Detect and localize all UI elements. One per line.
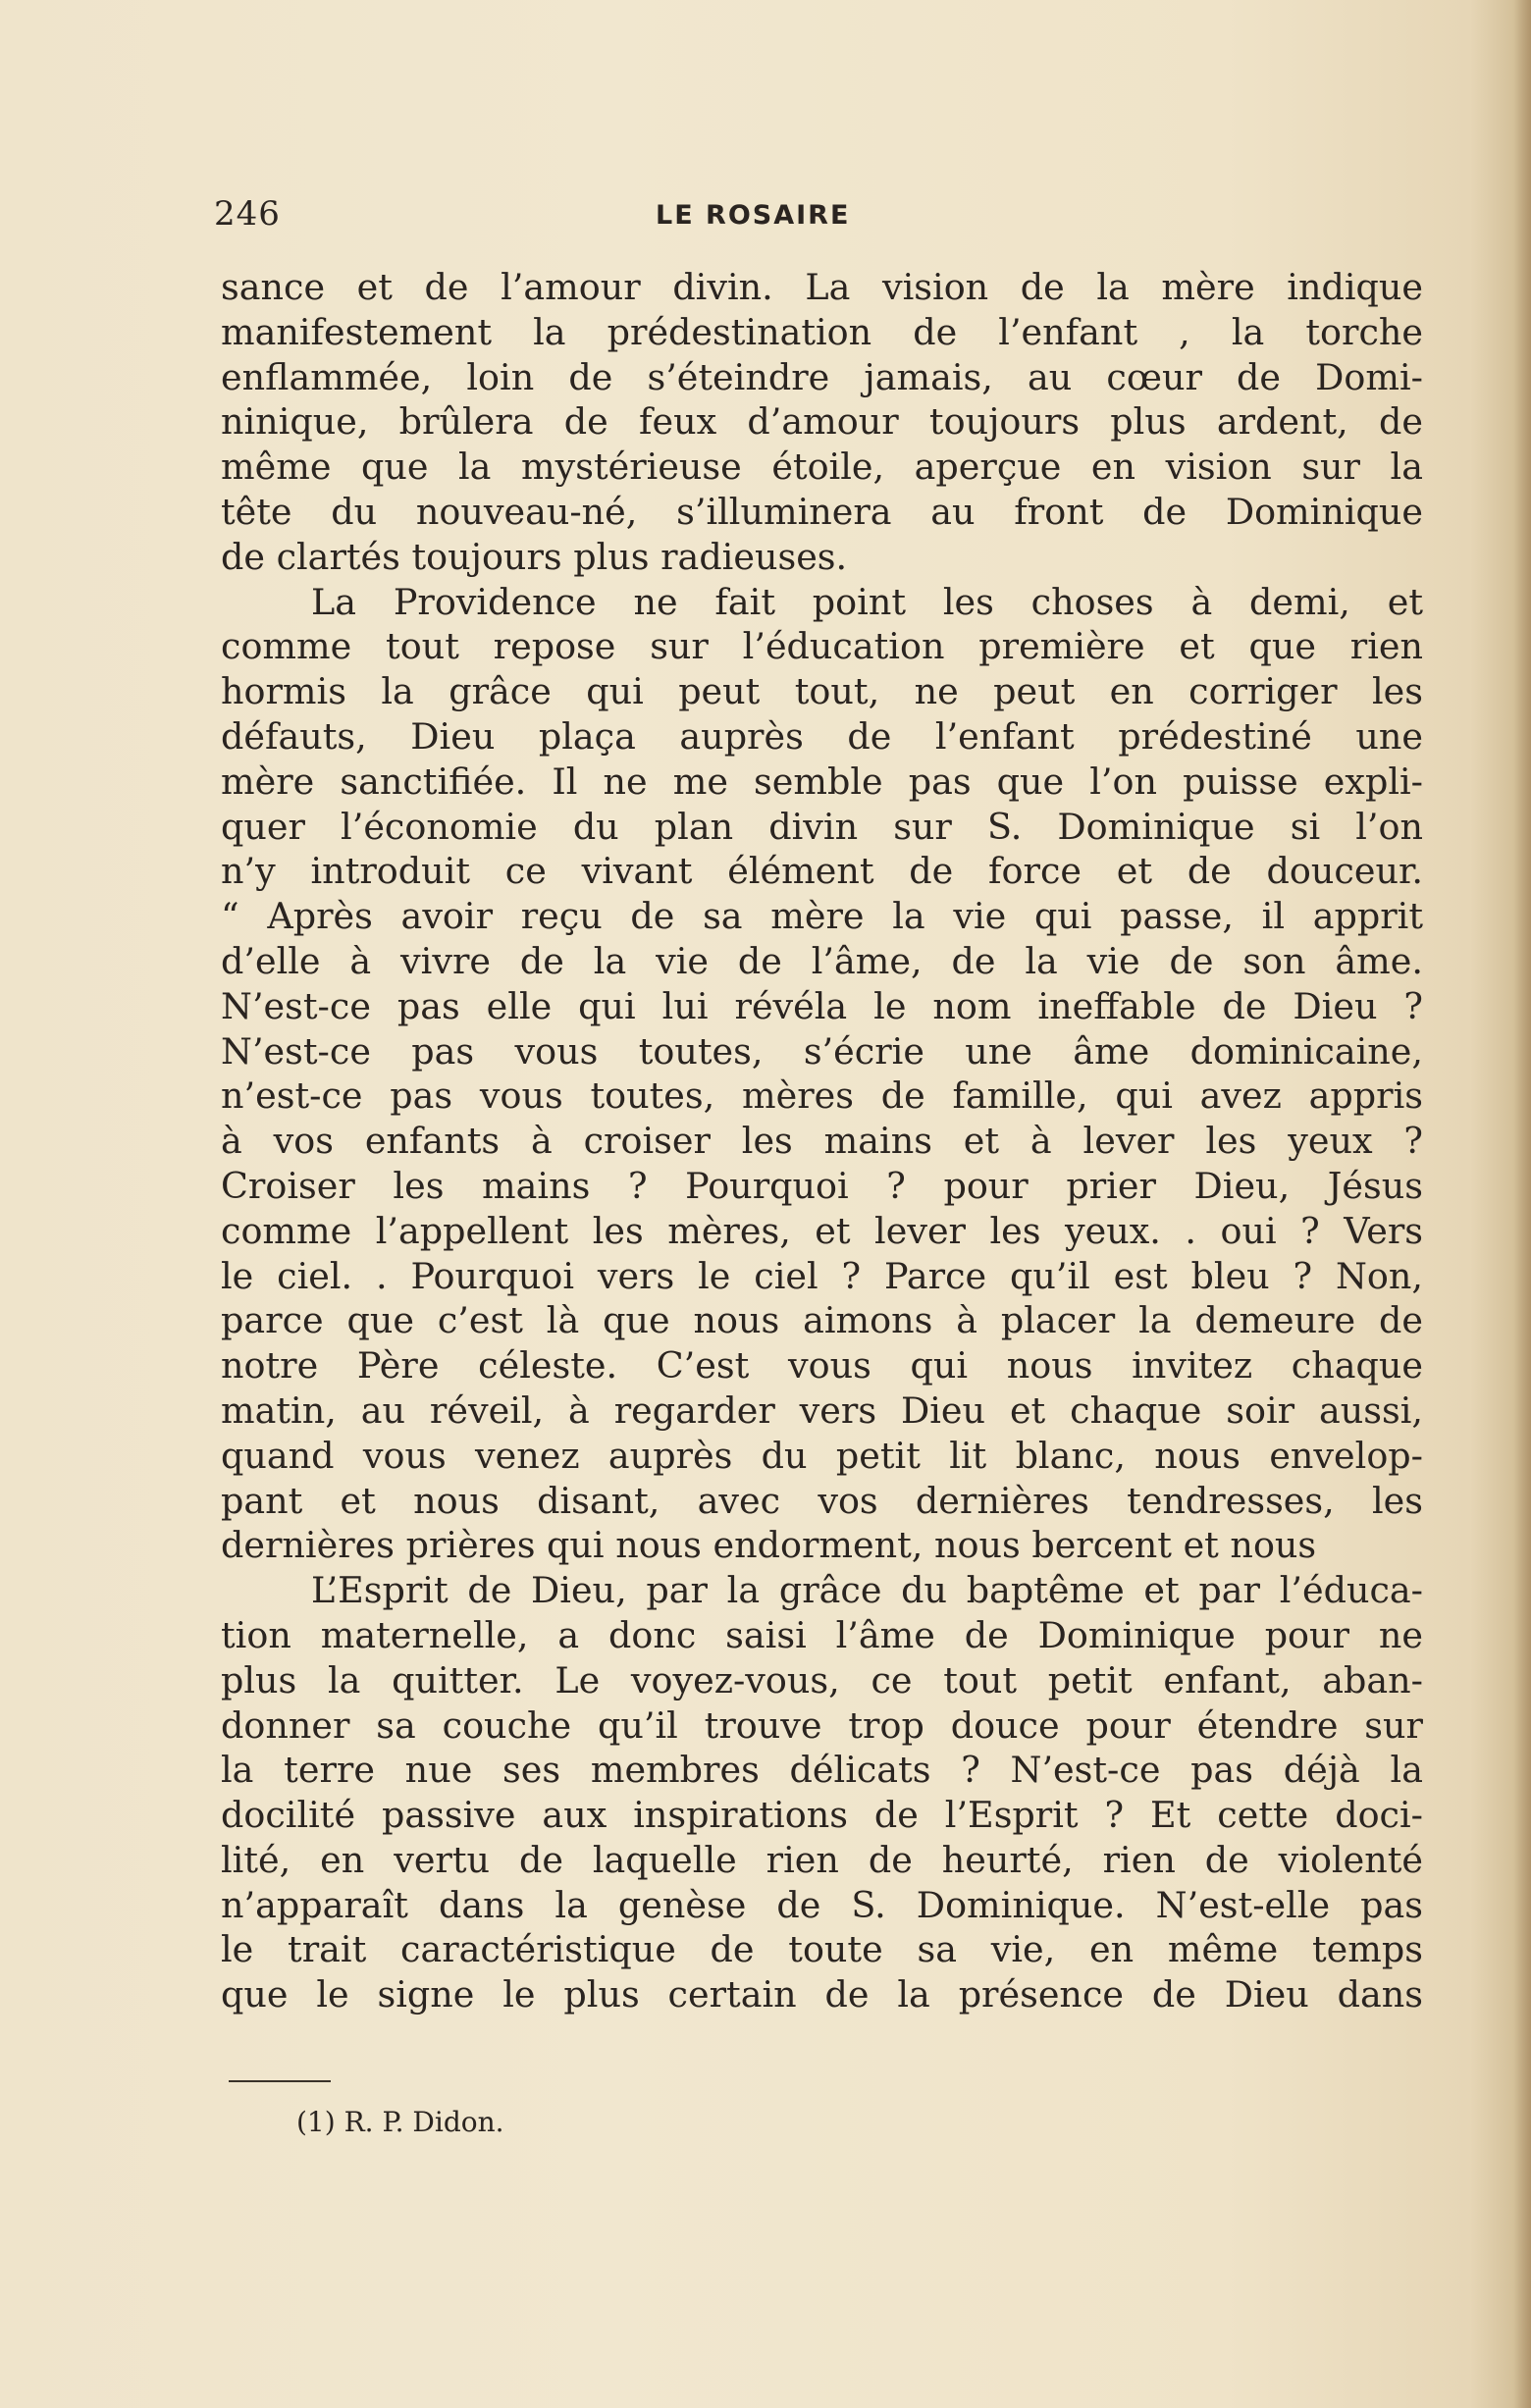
paragraph-first-line: L’Esprit de Dieu, par la grâce du baptême et par l’éduca- bbox=[311, 1569, 1423, 1612]
text-line: tête du nouveau-né, s’illuminera au front de Dominique bbox=[221, 490, 1423, 533]
text-line: mère sanctifiée. Il ne me semble pas que l’on puisse expli- bbox=[221, 759, 1423, 803]
text-line: quer l’économie du plan divin sur S. Dominique si l’on bbox=[221, 805, 1423, 848]
footnote: (1) R. P. Didon. bbox=[296, 2106, 504, 2138]
text-line: le trait caractéristique de toute sa vie, en même temps bbox=[221, 1928, 1423, 1971]
running-title: LE ROSAIRE bbox=[656, 200, 851, 231]
text-line: à vos enfants à croiser les mains et à lever les yeux ? bbox=[221, 1120, 1423, 1163]
footnote-rule bbox=[229, 2080, 331, 2082]
text-line: N’est-ce pas vous toutes, s’écrie une âme dominicaine, bbox=[221, 1029, 1423, 1073]
text-line: hormis la grâce qui peut tout, ne peut en corriger les bbox=[221, 670, 1423, 713]
text-line: lité, en vertu de laquelle rien de heurté, rien de violenté bbox=[221, 1838, 1423, 1881]
text-line: n’y introduit ce vivant élément de force et de douceur. bbox=[221, 850, 1423, 893]
text-line: pant et nous disant, avec vos dernières tendresses, les bbox=[221, 1479, 1423, 1522]
text-line: le ciel. . Pourquoi vers le ciel ? Parce qu’il est bleu ? Non, bbox=[221, 1254, 1423, 1297]
page-header bbox=[214, 194, 1421, 243]
text-line: enflammée, loin de s’éteindre jamais, au cœur de Domi- bbox=[221, 355, 1423, 398]
text-line: n’est-ce pas vous toutes, mères de famille, qui avez appris bbox=[221, 1074, 1423, 1118]
paragraph-first-line: La Providence ne fait point les choses à demi, et bbox=[311, 580, 1423, 623]
text-line: parce que c’est là que nous aimons à placer la demeure de bbox=[221, 1299, 1423, 1342]
text-line: quand vous venez auprès du petit lit blanc, nous envelop- bbox=[221, 1434, 1423, 1477]
text-line: que le signe le plus certain de la présence de Dieu dans bbox=[221, 1973, 1423, 2016]
text-line: d’elle à vivre de la vie de l’âme, de la vie de son âme. bbox=[221, 939, 1423, 982]
text-line: “ Après avoir reçu de sa mère la vie qui passe, il apprit bbox=[221, 895, 1423, 938]
text-line: matin, au réveil, à regarder vers Dieu et chaque soir aussi, bbox=[221, 1388, 1423, 1432]
text-line: la terre nue ses membres délicats ? N’est-ce pas déjà la bbox=[221, 1749, 1423, 1792]
body-text bbox=[221, 265, 1423, 2017]
text-line: manifestement la prédestination de l’enfant , la torche bbox=[221, 310, 1423, 353]
text-line: donner sa couche qu’il trouve trop douce pour étendre sur bbox=[221, 1703, 1423, 1747]
text-line: sance et de l’amour divin. La vision de la mère indique bbox=[221, 266, 1423, 308]
text-line: plus la quitter. Le voyez-vous, ce tout petit enfant, aban- bbox=[221, 1658, 1423, 1701]
text-line: n’apparaît dans la genèse de S. Dominique. N’est-elle pas bbox=[221, 1883, 1423, 1926]
page-number: 246 bbox=[214, 194, 281, 234]
text-line: de clartés toujours plus radieuses. bbox=[221, 535, 848, 578]
text-line: comme l’appellent les mères, et lever les yeux. . oui ? Vers bbox=[221, 1209, 1423, 1252]
text-line: N’est-ce pas elle qui lui révéla le nom ineffable de Dieu ? bbox=[221, 984, 1423, 1027]
text-line: notre Père céleste. C’est vous qui nous invitez chaque bbox=[221, 1344, 1423, 1387]
text-line: Croiser les mains ? Pourquoi ? pour prier Dieu, Jésus bbox=[221, 1164, 1423, 1207]
text-line: tion maternelle, a donc saisi l’âme de Dominique pour ne bbox=[221, 1613, 1423, 1656]
text-line: dernières prières qui nous endorment, nous bercent et nous bbox=[221, 1524, 1317, 1567]
text-line: même que la mystérieuse étoile, aperçue en vision sur la bbox=[221, 445, 1423, 489]
text-line: ninique, brûlera de feux d’amour toujours plus ardent, de bbox=[221, 400, 1423, 444]
text-line: défauts, Dieu plaça auprès de l’enfant prédestiné une bbox=[221, 714, 1423, 758]
text-line: comme tout repose sur l’éducation première et que rien bbox=[221, 625, 1423, 668]
page-edge-shadow bbox=[1513, 0, 1531, 2408]
text-line: docilité passive aux inspirations de l’Esprit ? Et cette doci- bbox=[221, 1794, 1423, 1837]
